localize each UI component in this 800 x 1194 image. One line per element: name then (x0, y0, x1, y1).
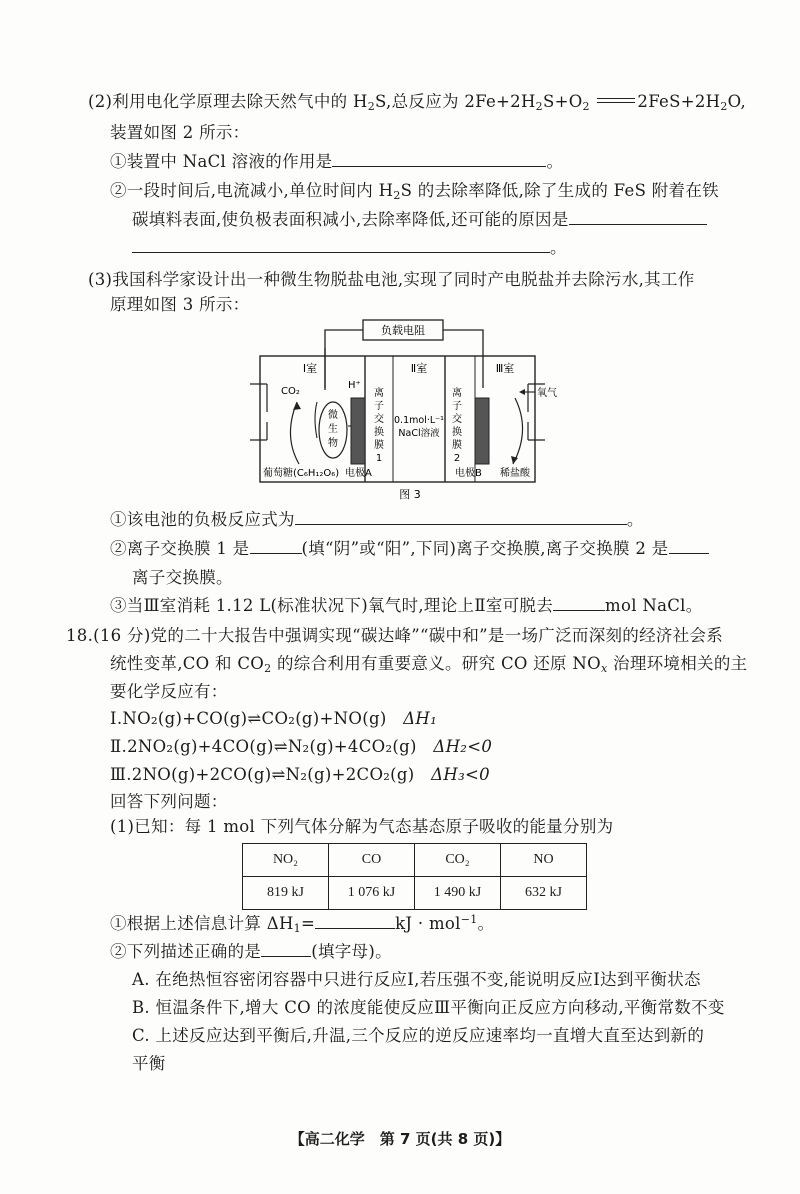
figure-3-caption: 图 3 (399, 488, 421, 501)
page-footer: 【高二化学 第 7 页(共 8 页)】 (289, 1130, 511, 1148)
q3-sub2-line2: 离子交换膜。 (132, 568, 233, 587)
wire-right (443, 330, 483, 388)
microbe-char-2: 生 (328, 424, 338, 435)
membrane-2-char-1: 离 (452, 388, 462, 399)
q18-stem-line3: 要化学反应有： (110, 682, 228, 701)
membrane-1-char-5: 膜 (374, 440, 384, 451)
table-value-no: 632 kJ (501, 877, 587, 910)
load-resistor-label: 负载电阻 (381, 324, 425, 337)
q18-stem: 18.(16 分)党的二十大报告中强调实现“碳达峰”“碳中和”是一场广泛而深刻的经济社会系 (66, 626, 724, 645)
q3-stem: (3)我国科学家设计出一种微生物脱盐电池,实现了同时产电脱盐并去除污水,其工作 (88, 270, 695, 289)
table-value-co: 1 076 kJ (329, 877, 415, 910)
room-3-label: Ⅲ室 (495, 362, 515, 375)
q3-sub3: ③当Ⅲ室消耗 1.12 L(标准状况下)氧气时,理论上Ⅱ室可脱去 mol NaCl。 (110, 596, 703, 615)
table-header-no: NO (501, 844, 587, 877)
q2-sub1: ①装置中 NaCl 溶液的作用是 。 (110, 152, 564, 171)
q18-choose: ②下列描述正确的是 (填字母)。 (110, 942, 392, 961)
q3-stem-line2: 原理如图 3 所示： (110, 295, 250, 314)
oxygen-label: 氧气 (537, 388, 557, 399)
membrane-1-char-2: 子 (374, 401, 384, 412)
nacl-concentration: 0.1mol·L⁻¹ (394, 415, 444, 426)
q3-sub1: ①该电池的负极反应式为 。 (110, 510, 644, 529)
q18-stem-line2: 统性变革,CO 和 $CO_2$ 的综合利用有重要意义。研究 CO 还原 $NO_x$ 治理环境相关的主 (110, 654, 748, 675)
microbe-char-3: 物 (328, 438, 338, 449)
table-header-co2: CO₂ (415, 844, 501, 877)
room-1-label: Ⅰ室 (302, 362, 318, 375)
hplus-label: H⁺ (348, 380, 361, 391)
reaction-1: Ⅰ.NO₂(g)+CO(g)⇌CO₂(g)+NO(g) ΔH₁ (110, 709, 438, 728)
q18-part1-stem: (1)已知：每 1 mol 下列气体分解为气态基态原子吸收的能量分别为 (110, 817, 614, 836)
table-header-no2: NO₂ (243, 844, 329, 877)
option-b: B. 恒温条件下,增大 CO 的浓度能使反应Ⅲ平衡向正反应方向移动,平衡常数不变 (132, 998, 725, 1017)
co2-label: CO₂ (281, 386, 300, 397)
q2-stem-line2: 装置如图 2 所示： (110, 123, 250, 142)
bond-energy-table (242, 843, 587, 910)
option-c: C. 上述反应达到平衡后,升温,三个反应的逆反应速率均一直增大直至达到新的 (132, 1026, 705, 1045)
table-value-no2: 819 kJ (243, 877, 329, 910)
q18-calc: ①根据上述信息计算 $\Delta H_1=$ kJ · mol$^{-1}$。 (110, 913, 495, 935)
electrode-a (351, 398, 365, 464)
figure-3 (245, 318, 557, 506)
membrane-2-char-4: 换 (452, 427, 462, 438)
membrane-1-char-3: 交 (374, 414, 384, 425)
membrane-1-char-4: 换 (374, 427, 384, 438)
q3-sub2: ②离子交换膜 1 是 (填“阴”或“阳”,下同)离子交换膜,离子交换膜 2 是 (110, 537, 709, 561)
nacl-solution-label: NaCl溶液 (398, 428, 440, 439)
electrode-a-label: 电极A (345, 468, 372, 479)
glucose-label: 葡萄糖(C₆H₁₂O₆) (263, 468, 340, 479)
membrane-2-char-3: 交 (452, 414, 462, 425)
membrane-2-char-6: 2 (453, 453, 461, 464)
membrane-1-char-1: 离 (374, 388, 384, 399)
membrane-2-char-5: 膜 (452, 440, 462, 451)
q2-sub2-line3: 。 (132, 236, 567, 260)
option-c-cont: 平衡 (132, 1054, 166, 1073)
microbe-char-1: 微 (328, 410, 338, 421)
q2-sub2: ②一段时间后,电流减小,单位时间内 $H_2S$ 的去除率降低,除了生成的 FeS 附着在铁 (110, 181, 719, 202)
option-a: A. 在绝热恒容密闭容器中只进行反应Ⅰ,若压强不变,能说明反应Ⅰ达到平衡状态 (132, 970, 701, 989)
electrode-b-label: 电极B (455, 468, 482, 479)
answer-prompt: 回答下列问题： (110, 792, 228, 811)
q2-stem: (2)利用电化学原理去除天然气中的 $H_2S$,总反应为 $2Fe+2H_2S+O_2$ $2FeS+2H_2O$, (88, 92, 747, 113)
room-2-label: Ⅱ室 (410, 362, 428, 375)
dilute-hcl-label: 稀盐酸 (500, 468, 530, 479)
q2-sub2-line2: 碳填料表面,使负极表面积减小,去除率降低,还可能的原因是 (132, 208, 707, 232)
table-header-co: CO (329, 844, 415, 877)
table-value-co2: 1 490 kJ (415, 877, 501, 910)
reaction-2: Ⅱ.2NO₂(g)+4CO(g)⇌N₂(g)+4CO₂(g) ΔH₂<0 (110, 737, 493, 756)
membrane-2-char-2: 子 (452, 401, 462, 412)
electrode-b (475, 398, 489, 464)
reaction-3: Ⅲ.2NO(g)+2CO(g)⇌N₂(g)+2CO₂(g) ΔH₃<0 (110, 765, 490, 784)
membrane-1-char-6: 1 (375, 453, 383, 464)
